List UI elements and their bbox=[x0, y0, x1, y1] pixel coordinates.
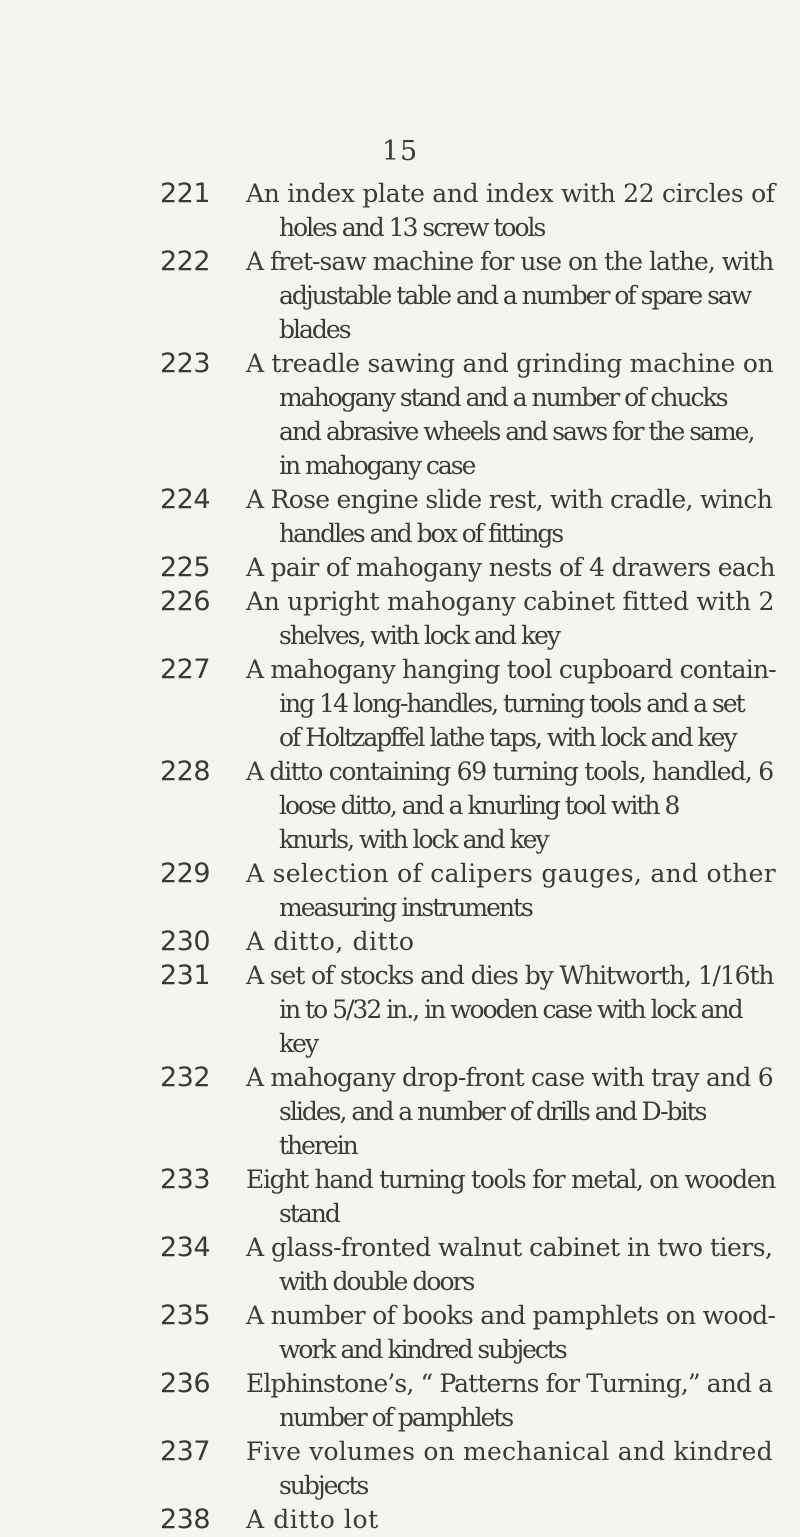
lot-entry bbox=[0, 551, 800, 585]
lot-description-line: in mahogany case bbox=[279, 451, 475, 480]
lot-description-line: A pair of mahogany nests of 4 drawers each bbox=[246, 553, 775, 582]
lot-description-line: A mahogany hanging tool cupboard contain- bbox=[246, 655, 776, 684]
lot-description-line: A mahogany drop-front case with tray and 6 bbox=[246, 1063, 773, 1092]
lot-entry bbox=[0, 1503, 800, 1537]
lot-description-line: knurls, with lock and key bbox=[279, 825, 548, 854]
lot-description bbox=[213, 1231, 776, 1299]
lot-entry bbox=[0, 755, 800, 857]
lot-description-line: shelves, with lock and key bbox=[279, 621, 560, 650]
lot-description-line: slides, and a number of drills and D-bits bbox=[279, 1097, 706, 1126]
lot-description bbox=[213, 1299, 776, 1367]
lot-entry bbox=[0, 1367, 800, 1435]
lot-description-line: A ditto lot bbox=[246, 1505, 379, 1534]
lot-entry bbox=[0, 1061, 800, 1163]
lot-description-line: An upright mahogany cabinet fitted with 2 bbox=[246, 587, 775, 616]
lot-description bbox=[213, 1367, 776, 1435]
lot-description-line: in to 5/32 in., in wooden case with lock and bbox=[279, 995, 742, 1024]
lot-number: 225 bbox=[160, 552, 211, 583]
lot-description bbox=[213, 177, 776, 245]
lot-description-line: subjects bbox=[279, 1471, 368, 1500]
lot-entry bbox=[0, 653, 800, 755]
lot-description-line: number of pamphlets bbox=[279, 1403, 513, 1432]
lot-description bbox=[213, 1435, 776, 1503]
lot-entry bbox=[0, 585, 800, 653]
lot-entry bbox=[0, 1435, 800, 1503]
lot-description bbox=[213, 1163, 776, 1231]
lot-entry bbox=[0, 1231, 800, 1299]
lot-description-line: key bbox=[279, 1029, 318, 1058]
lot-description-line: and abrasive wheels and saws for the same, bbox=[279, 417, 754, 446]
lot-description-line: A Rose engine slide rest, with cradle, winch bbox=[246, 485, 773, 514]
lot-description-line: measuring instruments bbox=[279, 893, 532, 922]
lot-description bbox=[213, 1503, 776, 1537]
lot-number: 229 bbox=[160, 858, 211, 889]
lot-description bbox=[213, 483, 776, 551]
lot-description-line: of Holtzapffel lathe taps, with lock and key bbox=[279, 723, 736, 752]
lot-number: 231 bbox=[160, 960, 211, 991]
lot-number: 224 bbox=[160, 484, 211, 515]
lot-description-line: handles and box of fittings bbox=[279, 519, 563, 548]
lot-description-line: A number of books and pamphlets on wood- bbox=[246, 1301, 776, 1330]
lot-entry bbox=[0, 959, 800, 1061]
lot-description-line: ing 14 long-handles, turning tools and a set bbox=[279, 689, 744, 718]
lot-number: 237 bbox=[160, 1436, 211, 1467]
lot-description-line: with double doors bbox=[279, 1267, 474, 1296]
lot-description bbox=[213, 925, 776, 959]
lot-entry bbox=[0, 1299, 800, 1367]
lot-description-line: A set of stocks and dies by Whitworth, 1/16th bbox=[246, 961, 774, 990]
lot-number: 227 bbox=[160, 654, 211, 685]
lot-number: 236 bbox=[160, 1368, 211, 1399]
lot-entry bbox=[0, 177, 800, 245]
lot-description bbox=[213, 653, 776, 755]
lot-description bbox=[213, 755, 776, 857]
lot-description-line: blades bbox=[279, 315, 350, 344]
lot-description-line: A glass-fronted walnut cabinet in two tiers, bbox=[246, 1233, 773, 1262]
lot-entry bbox=[0, 1163, 800, 1231]
lot-entry bbox=[0, 347, 800, 483]
lot-number: 233 bbox=[160, 1164, 211, 1195]
lot-description-line: Five volumes on mechanical and kindred bbox=[246, 1437, 773, 1466]
lot-number: 238 bbox=[160, 1504, 211, 1535]
lot-description-line: adjustable table and a number of spare saw bbox=[279, 281, 751, 310]
lot-description bbox=[213, 347, 776, 483]
lot-description bbox=[213, 1061, 776, 1163]
lot-description-line: mahogany stand and a number of chucks bbox=[279, 383, 727, 412]
lot-description-line: A ditto, ditto bbox=[246, 927, 415, 956]
lot-entry bbox=[0, 857, 800, 925]
lot-description-line: A fret-saw machine for use on the lathe, with bbox=[246, 247, 774, 276]
lot-list bbox=[0, 177, 800, 1537]
lot-description-line: A selection of calipers gauges, and other bbox=[246, 859, 776, 888]
lot-description bbox=[213, 585, 776, 653]
lot-number: 232 bbox=[160, 1062, 211, 1093]
lot-number: 223 bbox=[160, 348, 211, 379]
lot-description-line: loose ditto, and a knurling tool with 8 bbox=[279, 791, 679, 820]
lot-number: 228 bbox=[160, 756, 211, 787]
lot-description-line: work and kindred subjects bbox=[279, 1335, 566, 1364]
page-number: 15 bbox=[381, 136, 419, 167]
lot-number: 222 bbox=[160, 246, 211, 277]
lot-number: 226 bbox=[160, 586, 211, 617]
lot-description-line: Elphinstone’s, “ Patterns for Turning,” and a bbox=[246, 1369, 773, 1398]
lot-description-line: Eight hand turning tools for metal, on wooden bbox=[246, 1165, 776, 1194]
lot-description-line: An index plate and index with 22 circles of bbox=[246, 179, 775, 208]
lot-description bbox=[213, 551, 776, 585]
lot-description-line: therein bbox=[279, 1131, 357, 1160]
lot-description bbox=[213, 245, 776, 347]
lot-entry bbox=[0, 483, 800, 551]
lot-entry bbox=[0, 925, 800, 959]
lot-number: 221 bbox=[160, 178, 211, 209]
lot-description-line: stand bbox=[279, 1199, 339, 1228]
lot-number: 234 bbox=[160, 1232, 211, 1263]
lot-description bbox=[213, 857, 776, 925]
lot-number: 235 bbox=[160, 1300, 211, 1331]
lot-description-line: A treadle sawing and grinding machine on bbox=[246, 349, 774, 378]
lot-number: 230 bbox=[160, 926, 211, 957]
lot-description-line: A ditto containing 69 turning tools, handled, 6 bbox=[246, 757, 773, 786]
lot-description bbox=[213, 959, 776, 1061]
lot-description-line: holes and 13 screw tools bbox=[279, 213, 545, 242]
lot-entry bbox=[0, 245, 800, 347]
